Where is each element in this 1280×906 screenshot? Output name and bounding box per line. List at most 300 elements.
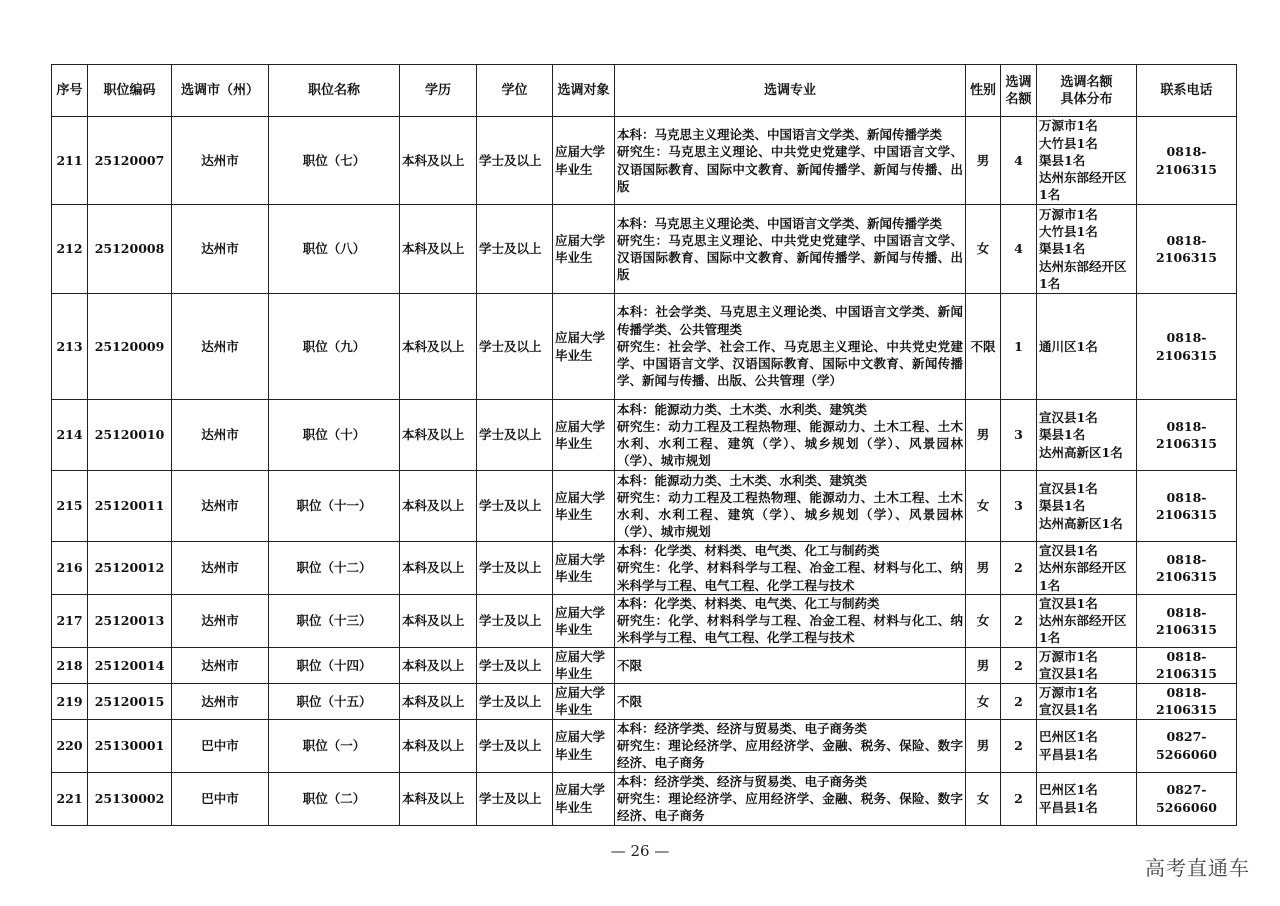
cell-degree-line: 学士及以上 (479, 498, 542, 514)
cell-edu-line: 本科及以上 (402, 427, 465, 443)
cell-dist-line: 宣汉县1名 (1039, 596, 1098, 611)
cell-code-line: 25120015 (94, 693, 165, 709)
cell-gender (966, 683, 1001, 719)
table-row (52, 205, 1237, 294)
cell-target (553, 294, 615, 400)
cell-degree (477, 471, 553, 542)
cell-dist (1037, 400, 1137, 471)
cell-city (172, 205, 269, 294)
cell-target-line: 应届大学毕业生 (555, 330, 606, 363)
cell-phone (1137, 205, 1237, 294)
table-header-row (52, 65, 1237, 117)
cell-quota-line: 3 (1014, 427, 1023, 443)
cell-code (88, 542, 172, 595)
cell-dist-line: 达州东部经开区1名 (1039, 560, 1127, 593)
cell-dist-line: 巴州区1名 (1039, 782, 1098, 798)
cell-quota (1001, 471, 1037, 542)
cell-dist (1037, 683, 1137, 719)
cell-code-line: 25120010 (94, 427, 165, 443)
cell-edu-line: 本科及以上 (402, 738, 465, 753)
cell-dist-line: 平昌县1名 (1039, 799, 1098, 815)
cell-phone (1137, 647, 1237, 683)
cell-major-line: 研究生：理论经济学、应用经济学、金融、税务、保险、数字经济、电子商务 (617, 738, 963, 771)
cell-quota-line: 2 (1014, 613, 1023, 629)
cell-target-line: 应届大学毕业生 (555, 232, 606, 265)
cell-city-line: 达州市 (201, 427, 239, 443)
cell-degree-line: 学士及以上 (479, 241, 542, 257)
cell-no-line: 219 (56, 693, 83, 709)
cell-edu-line: 本科及以上 (402, 498, 465, 514)
cell-no (52, 772, 88, 825)
cell-dist-line: 达州东部经开区1名 (1039, 258, 1127, 291)
watermark: 高考直通车 (1145, 856, 1250, 880)
cell-degree (477, 719, 553, 772)
cell-phone-line: 0827-5266060 (1156, 729, 1217, 762)
header-quota-line1: 选调 (1005, 74, 1032, 90)
cell-dist-line: 渠县1名 (1039, 427, 1086, 443)
cell-code (88, 647, 172, 683)
cell-gender-line: 女 (976, 498, 990, 514)
cell-gender (966, 400, 1001, 471)
cell-edu-line: 本科及以上 (402, 241, 465, 257)
cell-title-line: 职位（一） (302, 738, 366, 753)
cell-degree-line: 学士及以上 (479, 560, 542, 576)
cell-major (615, 719, 966, 772)
cell-no (52, 542, 88, 595)
cell-dist-line: 宣汉县1名 (1039, 481, 1098, 497)
cell-no-line: 213 (56, 338, 83, 354)
table-row (52, 117, 1237, 205)
cell-dist-line: 通川区1名 (1039, 338, 1098, 354)
cell-target-line: 应届大学毕业生 (555, 489, 606, 522)
cell-dist-line: 达州东部经开区1名 (1039, 613, 1127, 646)
cell-title-line: 职位（十二） (296, 560, 372, 576)
header-phone: 联系电话 (1137, 65, 1237, 117)
cell-code (88, 683, 172, 719)
cell-no-line: 211 (56, 152, 83, 168)
cell-quota (1001, 683, 1037, 719)
cell-dist-line: 大竹县1名 (1039, 224, 1098, 240)
header-dist (1037, 65, 1137, 117)
header-quota-line2: 名额 (1005, 91, 1032, 107)
cell-gender (966, 117, 1001, 205)
cell-target-line: 应届大学毕业生 (555, 684, 606, 718)
cell-title (269, 400, 400, 471)
cell-target (553, 683, 615, 719)
cell-dist-line: 巴州区1名 (1039, 729, 1098, 745)
header-dist-line1: 选调名额 (1060, 74, 1113, 90)
cell-code (88, 772, 172, 825)
cell-dist-line: 达州高新区1名 (1039, 444, 1123, 460)
cell-phone-line: 0818-2106315 (1156, 684, 1217, 718)
cell-code-line: 25130002 (94, 791, 165, 806)
header-title: 职位名称 (269, 65, 400, 117)
cell-title (269, 647, 400, 683)
cell-code-line: 25130001 (94, 738, 165, 753)
cell-degree-line: 学士及以上 (479, 338, 542, 354)
cell-title (269, 772, 400, 825)
cell-phone-line: 0818-2106315 (1156, 604, 1217, 637)
cell-edu (400, 117, 477, 205)
cell-phone (1137, 471, 1237, 542)
cell-major (615, 294, 966, 400)
cell-edu-line: 本科及以上 (402, 791, 465, 806)
cell-code-line: 25120014 (94, 657, 165, 673)
cell-title-line: 职位（十五） (296, 693, 372, 709)
cell-edu (400, 683, 477, 719)
cell-major-line: 本科：经济学类、经济与贸易类、电子商务类 (617, 773, 868, 789)
cell-city-line: 巴中市 (201, 738, 239, 753)
cell-city (172, 400, 269, 471)
cell-city (172, 772, 269, 825)
header-major: 选调专业 (615, 65, 966, 117)
cell-quota (1001, 595, 1037, 648)
cell-degree (477, 294, 553, 400)
cell-major-line: 研究生：马克思主义理论、中共党史党建学、中国语言文学、汉语国际教育、国际中文教育、新闻传播学、新闻与传播、出版 (617, 232, 963, 283)
cell-edu (400, 400, 477, 471)
header-quota (1001, 65, 1037, 117)
table-row (52, 647, 1237, 683)
cell-major-line: 本科：能源动力类、土木类、水利类、建筑类 (617, 401, 868, 417)
cell-edu (400, 294, 477, 400)
cell-gender-line: 男 (976, 738, 990, 753)
cell-code-line: 25120012 (94, 560, 165, 576)
cell-no-line: 217 (56, 613, 83, 629)
cell-dist-line: 渠县1名 (1039, 241, 1086, 257)
cell-phone-line: 0827-5266060 (1156, 782, 1217, 815)
cell-phone-line: 0818-2106315 (1156, 232, 1217, 265)
cell-dist-line: 宣汉县1名 (1039, 543, 1098, 559)
cell-major-line: 研究生：理论经济学、应用经济学、金融、税务、保险、数字经济、电子商务 (617, 791, 963, 824)
cell-quota (1001, 294, 1037, 400)
cell-degree-line: 学士及以上 (479, 738, 542, 753)
cell-title (269, 719, 400, 772)
cell-target (553, 400, 615, 471)
cell-phone-line: 0818-2106315 (1156, 648, 1217, 682)
cell-title (269, 683, 400, 719)
cell-dist-line: 大竹县1名 (1039, 135, 1098, 151)
cell-city-line: 达州市 (201, 693, 239, 709)
cell-quota-line: 4 (1014, 152, 1023, 168)
table-row (52, 294, 1237, 400)
header-code: 职位编码 (88, 65, 172, 117)
cell-code-line: 25120007 (94, 152, 165, 168)
position-table (51, 64, 1237, 826)
cell-edu (400, 647, 477, 683)
cell-major (615, 595, 966, 648)
cell-no (52, 683, 88, 719)
cell-target (553, 117, 615, 205)
cell-title (269, 595, 400, 648)
cell-dist-line: 渠县1名 (1039, 152, 1086, 168)
cell-major-line: 本科：化学类、材料类、电气类、化工与制药类 (617, 543, 880, 559)
cell-degree (477, 117, 553, 205)
cell-target-line: 应届大学毕业生 (555, 782, 606, 815)
cell-degree-line: 学士及以上 (479, 152, 542, 168)
cell-title (269, 205, 400, 294)
cell-quota (1001, 772, 1037, 825)
cell-edu-line: 本科及以上 (402, 693, 465, 709)
cell-target (553, 719, 615, 772)
cell-major (615, 542, 966, 595)
cell-degree (477, 595, 553, 648)
cell-dist-line: 万源市1名 (1039, 206, 1098, 222)
cell-major-line: 不限 (617, 657, 643, 673)
cell-edu (400, 719, 477, 772)
cell-dist (1037, 647, 1137, 683)
cell-city-line: 达州市 (201, 560, 239, 576)
cell-phone-line: 0818-2106315 (1156, 551, 1217, 584)
cell-edu (400, 542, 477, 595)
cell-title (269, 117, 400, 205)
cell-title-line: 职位（九） (302, 338, 366, 354)
cell-target (553, 772, 615, 825)
cell-no (52, 471, 88, 542)
cell-phone-line: 0818-2106315 (1156, 144, 1217, 177)
cell-phone (1137, 595, 1237, 648)
cell-code (88, 205, 172, 294)
cell-title-line: 职位（十） (302, 427, 366, 443)
cell-phone-line: 0818-2106315 (1156, 330, 1217, 363)
cell-quota (1001, 542, 1037, 595)
cell-edu-line: 本科及以上 (402, 613, 465, 629)
cell-gender-line: 女 (976, 241, 990, 257)
cell-no-line: 212 (56, 241, 83, 257)
cell-city (172, 719, 269, 772)
cell-quota-line: 2 (1014, 560, 1023, 576)
cell-code (88, 294, 172, 400)
cell-gender-line: 男 (976, 427, 990, 443)
cell-no (52, 647, 88, 683)
cell-gender (966, 647, 1001, 683)
cell-target (553, 205, 615, 294)
cell-major (615, 471, 966, 542)
cell-phone-line: 0818-2106315 (1156, 489, 1217, 522)
cell-city-line: 达州市 (201, 657, 239, 673)
cell-title-line: 职位（十四） (296, 657, 372, 673)
cell-gender-line: 女 (976, 791, 990, 806)
cell-title-line: 职位（十三） (296, 613, 372, 629)
cell-target-line: 应届大学毕业生 (555, 604, 606, 637)
cell-major-line: 不限 (617, 693, 643, 709)
cell-title (269, 542, 400, 595)
cell-gender (966, 294, 1001, 400)
table-body (52, 117, 1237, 826)
cell-major (615, 205, 966, 294)
cell-gender-line: 男 (976, 560, 990, 576)
cell-no-line: 214 (56, 427, 83, 443)
cell-no-line: 218 (56, 657, 83, 673)
cell-dist (1037, 205, 1137, 294)
cell-phone (1137, 542, 1237, 595)
table-row (52, 595, 1237, 648)
cell-gender-line: 不限 (970, 338, 996, 354)
cell-degree (477, 772, 553, 825)
cell-major-line: 本科：化学类、材料类、电气类、化工与制药类 (617, 596, 880, 611)
cell-phone (1137, 400, 1237, 471)
cell-city-line: 达州市 (201, 152, 239, 168)
cell-major-line: 本科：社会学类、马克思主义理论类、中国语言文学类、新闻传播学类、公共管理类 (617, 304, 963, 337)
cell-target-line: 应届大学毕业生 (555, 551, 606, 584)
cell-gender (966, 772, 1001, 825)
cell-title-line: 职位（八） (302, 241, 366, 257)
cell-no-line: 220 (56, 738, 83, 753)
cell-city-line: 达州市 (201, 338, 239, 354)
cell-city-line: 巴中市 (201, 791, 239, 806)
cell-major-line: 本科：经济学类、经济与贸易类、电子商务类 (617, 720, 868, 736)
cell-gender (966, 542, 1001, 595)
cell-edu (400, 595, 477, 648)
cell-degree-line: 学士及以上 (479, 791, 542, 806)
cell-no-line: 221 (56, 791, 83, 806)
cell-dist (1037, 471, 1137, 542)
cell-no (52, 400, 88, 471)
cell-edu-line: 本科及以上 (402, 657, 465, 673)
cell-dist (1037, 595, 1137, 648)
cell-major-line: 研究生：化学、材料科学与工程、冶金工程、材料与化工、纳米科学与工程、电气工程、化学工程与技术 (617, 560, 963, 593)
table-row (52, 772, 1237, 825)
cell-city-line: 达州市 (201, 241, 239, 257)
cell-title-line: 职位（二） (302, 791, 366, 806)
cell-target (553, 595, 615, 648)
cell-city-line: 达州市 (201, 498, 239, 514)
table-row (52, 683, 1237, 719)
header-degree: 学位 (477, 65, 553, 117)
cell-title (269, 294, 400, 400)
cell-phone (1137, 719, 1237, 772)
cell-no (52, 205, 88, 294)
cell-target (553, 647, 615, 683)
cell-quota (1001, 647, 1037, 683)
cell-degree (477, 400, 553, 471)
cell-target (553, 471, 615, 542)
header-city: 选调市（州） (172, 65, 269, 117)
cell-dist (1037, 772, 1137, 825)
cell-target-line: 应届大学毕业生 (555, 648, 606, 682)
cell-code-line: 25120011 (94, 498, 165, 514)
cell-major-line: 研究生：马克思主义理论、中共党史党建学、中国语言文学、汉语国际教育、国际中文教育、新闻传播学、新闻与传播、出版 (617, 144, 963, 194)
cell-no-line: 215 (56, 498, 83, 514)
table-row (52, 471, 1237, 542)
cell-gender (966, 595, 1001, 648)
table-row (52, 542, 1237, 595)
cell-gender-line: 女 (976, 693, 990, 709)
cell-target-line: 应届大学毕业生 (555, 144, 606, 177)
cell-major-line: 本科：马克思主义理论类、中国语言文学类、新闻传播学类 (617, 215, 943, 231)
cell-no (52, 117, 88, 205)
header-gender: 性别 (966, 65, 1001, 117)
cell-dist-line: 万源市1名 (1039, 684, 1098, 700)
cell-target-line: 应届大学毕业生 (555, 418, 606, 451)
cell-dist-line: 万源市1名 (1039, 118, 1098, 134)
header-dist-line2: 具体分布 (1060, 91, 1113, 107)
cell-city (172, 117, 269, 205)
cell-phone (1137, 772, 1237, 825)
cell-code (88, 719, 172, 772)
cell-degree (477, 205, 553, 294)
cell-major-line: 本科：马克思主义理论类、中国语言文学类、新闻传播学类 (617, 127, 943, 143)
cell-quota (1001, 719, 1037, 772)
cell-code-line: 25120013 (94, 613, 165, 629)
cell-quota-line: 1 (1014, 338, 1023, 354)
cell-title-line: 职位（七） (302, 152, 366, 168)
cell-dist-line: 宣汉县1名 (1039, 702, 1098, 718)
cell-edu (400, 772, 477, 825)
cell-gender-line: 男 (976, 152, 990, 168)
header-target: 选调对象 (553, 65, 615, 117)
cell-dist (1037, 294, 1137, 400)
cell-city (172, 542, 269, 595)
cell-dist-line: 达州东部经开区1名 (1039, 170, 1127, 203)
cell-target (553, 542, 615, 595)
cell-quota-line: 2 (1014, 657, 1023, 673)
cell-gender (966, 719, 1001, 772)
cell-title-line: 职位（十一） (296, 498, 372, 514)
cell-city (172, 471, 269, 542)
cell-dist-line: 达州高新区1名 (1039, 515, 1123, 531)
cell-degree-line: 学士及以上 (479, 427, 542, 443)
cell-target-line: 应届大学毕业生 (555, 729, 606, 762)
cell-major (615, 683, 966, 719)
cell-code-line: 25120008 (94, 241, 165, 257)
cell-degree-line: 学士及以上 (479, 613, 542, 629)
table-row (52, 719, 1237, 772)
cell-city (172, 294, 269, 400)
cell-degree (477, 542, 553, 595)
cell-edu-line: 本科及以上 (402, 338, 465, 354)
cell-gender-line: 男 (976, 657, 990, 673)
cell-dist-line: 万源市1名 (1039, 648, 1098, 664)
cell-code-line: 25120009 (94, 338, 165, 354)
table-row (52, 400, 1237, 471)
cell-code (88, 117, 172, 205)
cell-phone-line: 0818-2106315 (1156, 418, 1217, 451)
cell-quota (1001, 205, 1037, 294)
cell-degree-line: 学士及以上 (479, 657, 542, 673)
cell-no-line: 216 (56, 560, 83, 576)
cell-quota-line: 4 (1014, 241, 1023, 257)
cell-dist-line: 宣汉县1名 (1039, 666, 1098, 682)
cell-phone (1137, 117, 1237, 205)
page-number: — 26 — (610, 842, 670, 860)
cell-edu (400, 205, 477, 294)
cell-major (615, 647, 966, 683)
cell-degree-line: 学士及以上 (479, 693, 542, 709)
cell-title (269, 471, 400, 542)
cell-major-line: 研究生：动力工程及工程热物理、能源动力、土木工程、土木水利、水利工程、建筑（学）、城乡规划（学）、风景园林（学）、城市规划 (617, 418, 963, 469)
cell-city (172, 647, 269, 683)
cell-dist (1037, 542, 1137, 595)
cell-edu (400, 471, 477, 542)
cell-dist-line: 平昌县1名 (1039, 746, 1098, 762)
cell-major (615, 117, 966, 205)
cell-major-line: 研究生：社会学、社会工作、马克思主义理论、中共党史党建学、中国语言文学、汉语国际教育、国际中文教育、新闻传播学、新闻与传播、出版、公共管理（学） (617, 338, 963, 389)
cell-major-line: 研究生：动力工程及工程热物理、能源动力、土木工程、土木水利、水利工程、建筑（学）、城乡规划（学）、风景园林（学）、城市规划 (617, 489, 963, 540)
cell-dist (1037, 719, 1137, 772)
cell-major (615, 400, 966, 471)
cell-major-line: 本科：能源动力类、土木类、水利类、建筑类 (617, 472, 868, 488)
cell-no (52, 719, 88, 772)
cell-city (172, 683, 269, 719)
cell-phone (1137, 683, 1237, 719)
cell-degree (477, 647, 553, 683)
cell-quota-line: 2 (1014, 791, 1023, 806)
cell-edu-line: 本科及以上 (402, 152, 465, 168)
cell-gender (966, 471, 1001, 542)
cell-quota-line: 2 (1014, 738, 1023, 753)
cell-phone (1137, 294, 1237, 400)
header-no: 序号 (52, 65, 88, 117)
